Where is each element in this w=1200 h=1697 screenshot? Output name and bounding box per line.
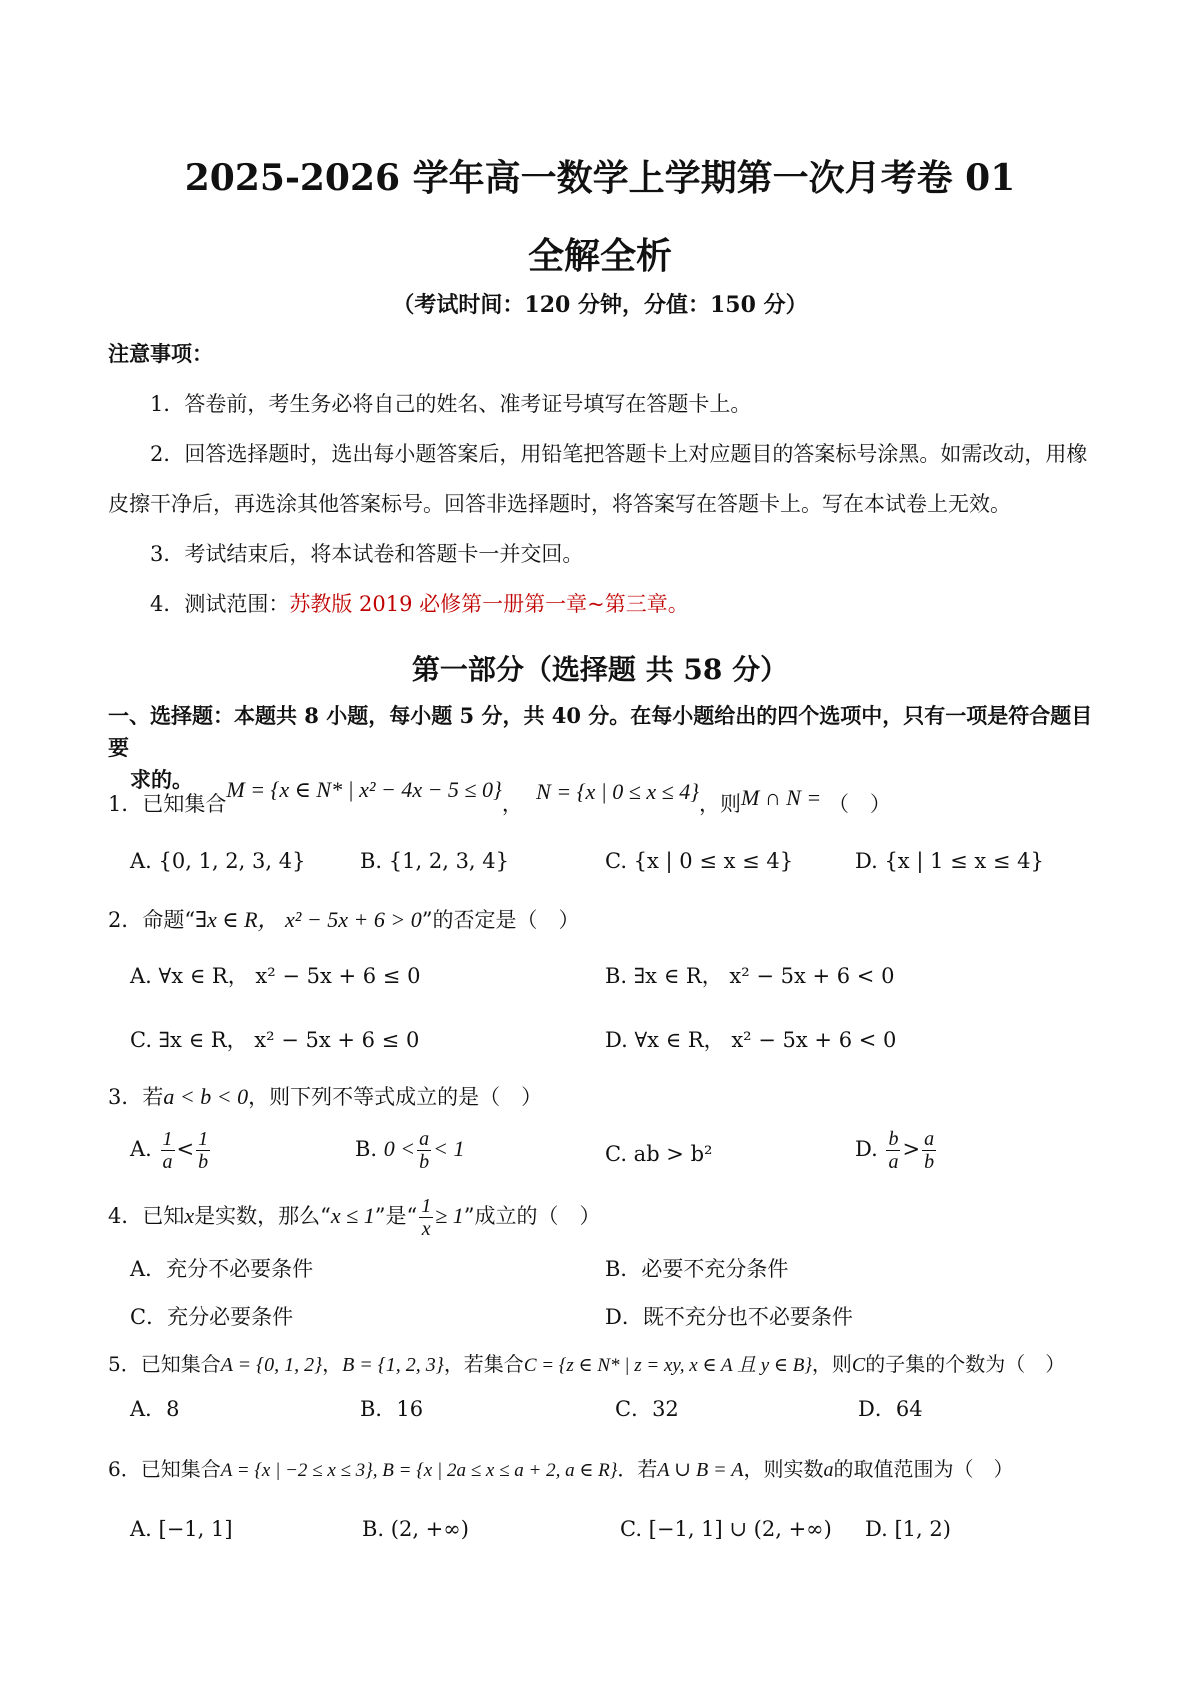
q1-option-a: A. {0, 1, 2, 3, 4}: [130, 849, 306, 873]
q3-option-b: [355, 1128, 465, 1173]
notice-item-4-prefix: 4．测试范围：: [150, 592, 290, 616]
frac-denominator: b: [198, 1151, 209, 1173]
section-title: 第一部分（选择题 共 58 分）: [411, 653, 789, 686]
q4-frac: [419, 1195, 433, 1240]
q6-cond: A ∪ B = A: [657, 1459, 744, 1481]
q6-option-a: A. [−1, 1]: [130, 1517, 233, 1541]
q3-option-c: C. ab > b²: [605, 1142, 713, 1166]
frac-denominator: x: [421, 1218, 431, 1240]
q4-stem-d: ”成立的（ ）: [463, 1204, 601, 1228]
q6-stem-a: 6．已知集合: [108, 1457, 221, 1481]
q5-sep: ，: [322, 1352, 343, 1376]
frac-numerator: 1: [162, 1128, 173, 1150]
q4-stem-c: ”是“: [374, 1204, 418, 1228]
q3-d-op: >: [902, 1137, 921, 1161]
part-heading-line1: 一、选择题：本题共 8 小题，每小题 5 分，共 40 分。在每小题给出的四个选项中，只有一项是符合题目要: [108, 703, 1093, 760]
frac-denominator: a: [888, 1151, 899, 1173]
notice-item-2: 2．回答选择题时，选出每小题答案后，用铅笔把答题卡上对应题目的答案标号涂黑。如需改动，用橡: [150, 442, 1088, 466]
frac-numerator: b: [888, 1128, 899, 1150]
exam-subtitle: 全解全析: [527, 235, 672, 277]
q1-option-c: C. {x | 0 ≤ x ≤ 4}: [605, 849, 794, 873]
q3-stem-a: 3．若: [108, 1085, 164, 1109]
q4-option-c: C．充分必要条件: [130, 1305, 294, 1329]
q1-option-b: B. {1, 2, 3, 4}: [360, 849, 509, 873]
q4-var: x: [184, 1203, 195, 1228]
q6-option-c: C. [−1, 1] ∪ (2, +∞): [620, 1517, 832, 1541]
q2-option-c: C. ∃x ∈ R， x² − 5x + 6 ≤ 0: [130, 1028, 420, 1052]
q1-set-n: N = {x | 0 ≤ x ≤ 4}: [536, 779, 700, 804]
part-heading-line2: 求的。: [130, 767, 193, 792]
frac-numerator: a: [924, 1128, 935, 1150]
q4-cond1: x ≤ 1: [330, 1203, 375, 1228]
frac-denominator: a: [162, 1151, 173, 1173]
q3-a-frac-1: [161, 1128, 175, 1173]
q1-blank: （ ）: [827, 792, 891, 816]
exam-title: 2025-2026 学年高一数学上学期第一次月考卷 01: [184, 157, 1016, 199]
q1-stem-b: ，则: [699, 792, 742, 816]
q5-stem-d: 的子集的个数为（ ）: [865, 1352, 1066, 1376]
q3-d-frac-2: [922, 1128, 936, 1173]
q5-option-a: A．8: [130, 1397, 180, 1421]
notice-item-1: 1．答卷前，考生务必将自己的姓名、准考证号填写在答题卡上。: [150, 392, 752, 416]
q5-option-c: C．32: [615, 1397, 679, 1421]
question-3-stem: [108, 1083, 542, 1111]
q5-option-d: D．64: [858, 1397, 923, 1421]
exam-info: （考试时间：120 分钟，分值：150 分）: [392, 292, 808, 318]
q3-a-frac-2: [196, 1128, 210, 1173]
q2-option-b: B. ∃x ∈ R， x² − 5x + 6 < 0: [605, 964, 895, 988]
q3-d-frac-1: [886, 1128, 900, 1173]
q3-stem-b: ，则下列不等式成立的是（ ）: [248, 1085, 543, 1109]
q3-option-d: [855, 1128, 938, 1173]
question-4-stem: [108, 1195, 601, 1240]
notice-item-2-cont: 皮擦干净后，再选涂其他答案标号。回答非选择题时，将答案写在答题卡上。写在本试卷上无效。: [108, 492, 1011, 516]
frac-numerator: 1: [421, 1195, 432, 1217]
q4-cond2: ≥ 1: [435, 1203, 464, 1228]
q5-stem-b: ，若集合: [443, 1352, 524, 1376]
q6-option-d: D. [1, 2): [865, 1517, 951, 1541]
q3-option-a: [130, 1128, 212, 1173]
q3-option-a-label: A.: [130, 1137, 152, 1161]
q2-option-d: D. ∀x ∈ R， x² − 5x + 6 < 0: [605, 1028, 897, 1052]
q1-expr: M ∩ N =: [741, 785, 822, 810]
frac-denominator: b: [924, 1151, 935, 1173]
q6-var-a: a: [823, 1459, 834, 1481]
q5-stem-a: 5．已知集合: [108, 1352, 221, 1376]
question-5-stem: [108, 1350, 1065, 1380]
q3-b-post: < 1: [433, 1136, 465, 1161]
q1-stem-a: 1．已知集合: [108, 792, 227, 816]
q1-sep: ，: [501, 792, 523, 816]
q5-var-c: C: [851, 1354, 866, 1376]
test-range: 苏教版 2019 必修第一册第一章~第三章。: [289, 592, 689, 616]
q2-proposition: ∃x ∈ R， x² − 5x + 6 > 0: [195, 907, 422, 932]
q5-set-b: B = {1, 2, 3}: [342, 1354, 444, 1376]
notice-item-3: 3．考试结束后，将本试卷和答题卡一并交回。: [150, 542, 584, 566]
q1-option-d: D. {x | 1 ≤ x ≤ 4}: [855, 849, 1044, 873]
question-2-stem: [108, 906, 579, 934]
q2-stem-b: ”的否定是（ ）: [421, 908, 580, 932]
q4-option-a: A．充分不必要条件: [130, 1257, 314, 1281]
notice-heading: 注意事项：: [108, 341, 213, 366]
q5-set-c: C = {z ∈ N* | z = xy, x ∈ A 且 y ∈ B}: [523, 1355, 812, 1376]
q4-stem-b: 是实数，那么“: [194, 1204, 331, 1228]
q4-option-d: D．既不充分也不必要条件: [605, 1305, 853, 1329]
question-6-stem: [108, 1455, 1014, 1485]
q3-b-pre: 0 <: [383, 1136, 416, 1161]
q3-a-op: <: [176, 1137, 195, 1161]
q2-option-a: A. ∀x ∈ R， x² − 5x + 6 ≤ 0: [130, 964, 421, 988]
q3-option-d-label: D.: [855, 1137, 878, 1161]
q5-set-a: A = {0, 1, 2}: [220, 1354, 323, 1376]
q6-option-b: B. (2, +∞): [362, 1517, 469, 1541]
q3-b-frac: [417, 1128, 431, 1173]
q2-stem-a: 2．命题“: [108, 908, 196, 932]
frac-denominator: b: [419, 1151, 430, 1173]
frac-numerator: a: [419, 1128, 430, 1150]
q1-set-m: M = {x ∈ N* | x² − 4x − 5 ≤ 0}: [226, 777, 502, 802]
q6-sets: A = {x | −2 ≤ x ≤ 3}, B = {x | 2a ≤ x ≤ a + 2, a ∈ R}: [220, 1460, 618, 1481]
q4-stem-a: 4．已知: [108, 1204, 185, 1228]
q6-stem-b: ．若: [617, 1457, 658, 1481]
q6-stem-c: ，则实数: [743, 1457, 824, 1481]
q3-condition: a < b < 0: [163, 1084, 249, 1109]
notice-item-4: [150, 590, 689, 618]
q5-stem-c: ，则: [811, 1352, 852, 1376]
q3-option-b-label: B.: [355, 1137, 378, 1161]
frac-numerator: 1: [198, 1128, 209, 1150]
q4-option-b: B．必要不充分条件: [605, 1257, 789, 1281]
q6-stem-d: 的取值范围为（ ）: [833, 1457, 1014, 1481]
q5-option-b: B．16: [360, 1397, 424, 1421]
